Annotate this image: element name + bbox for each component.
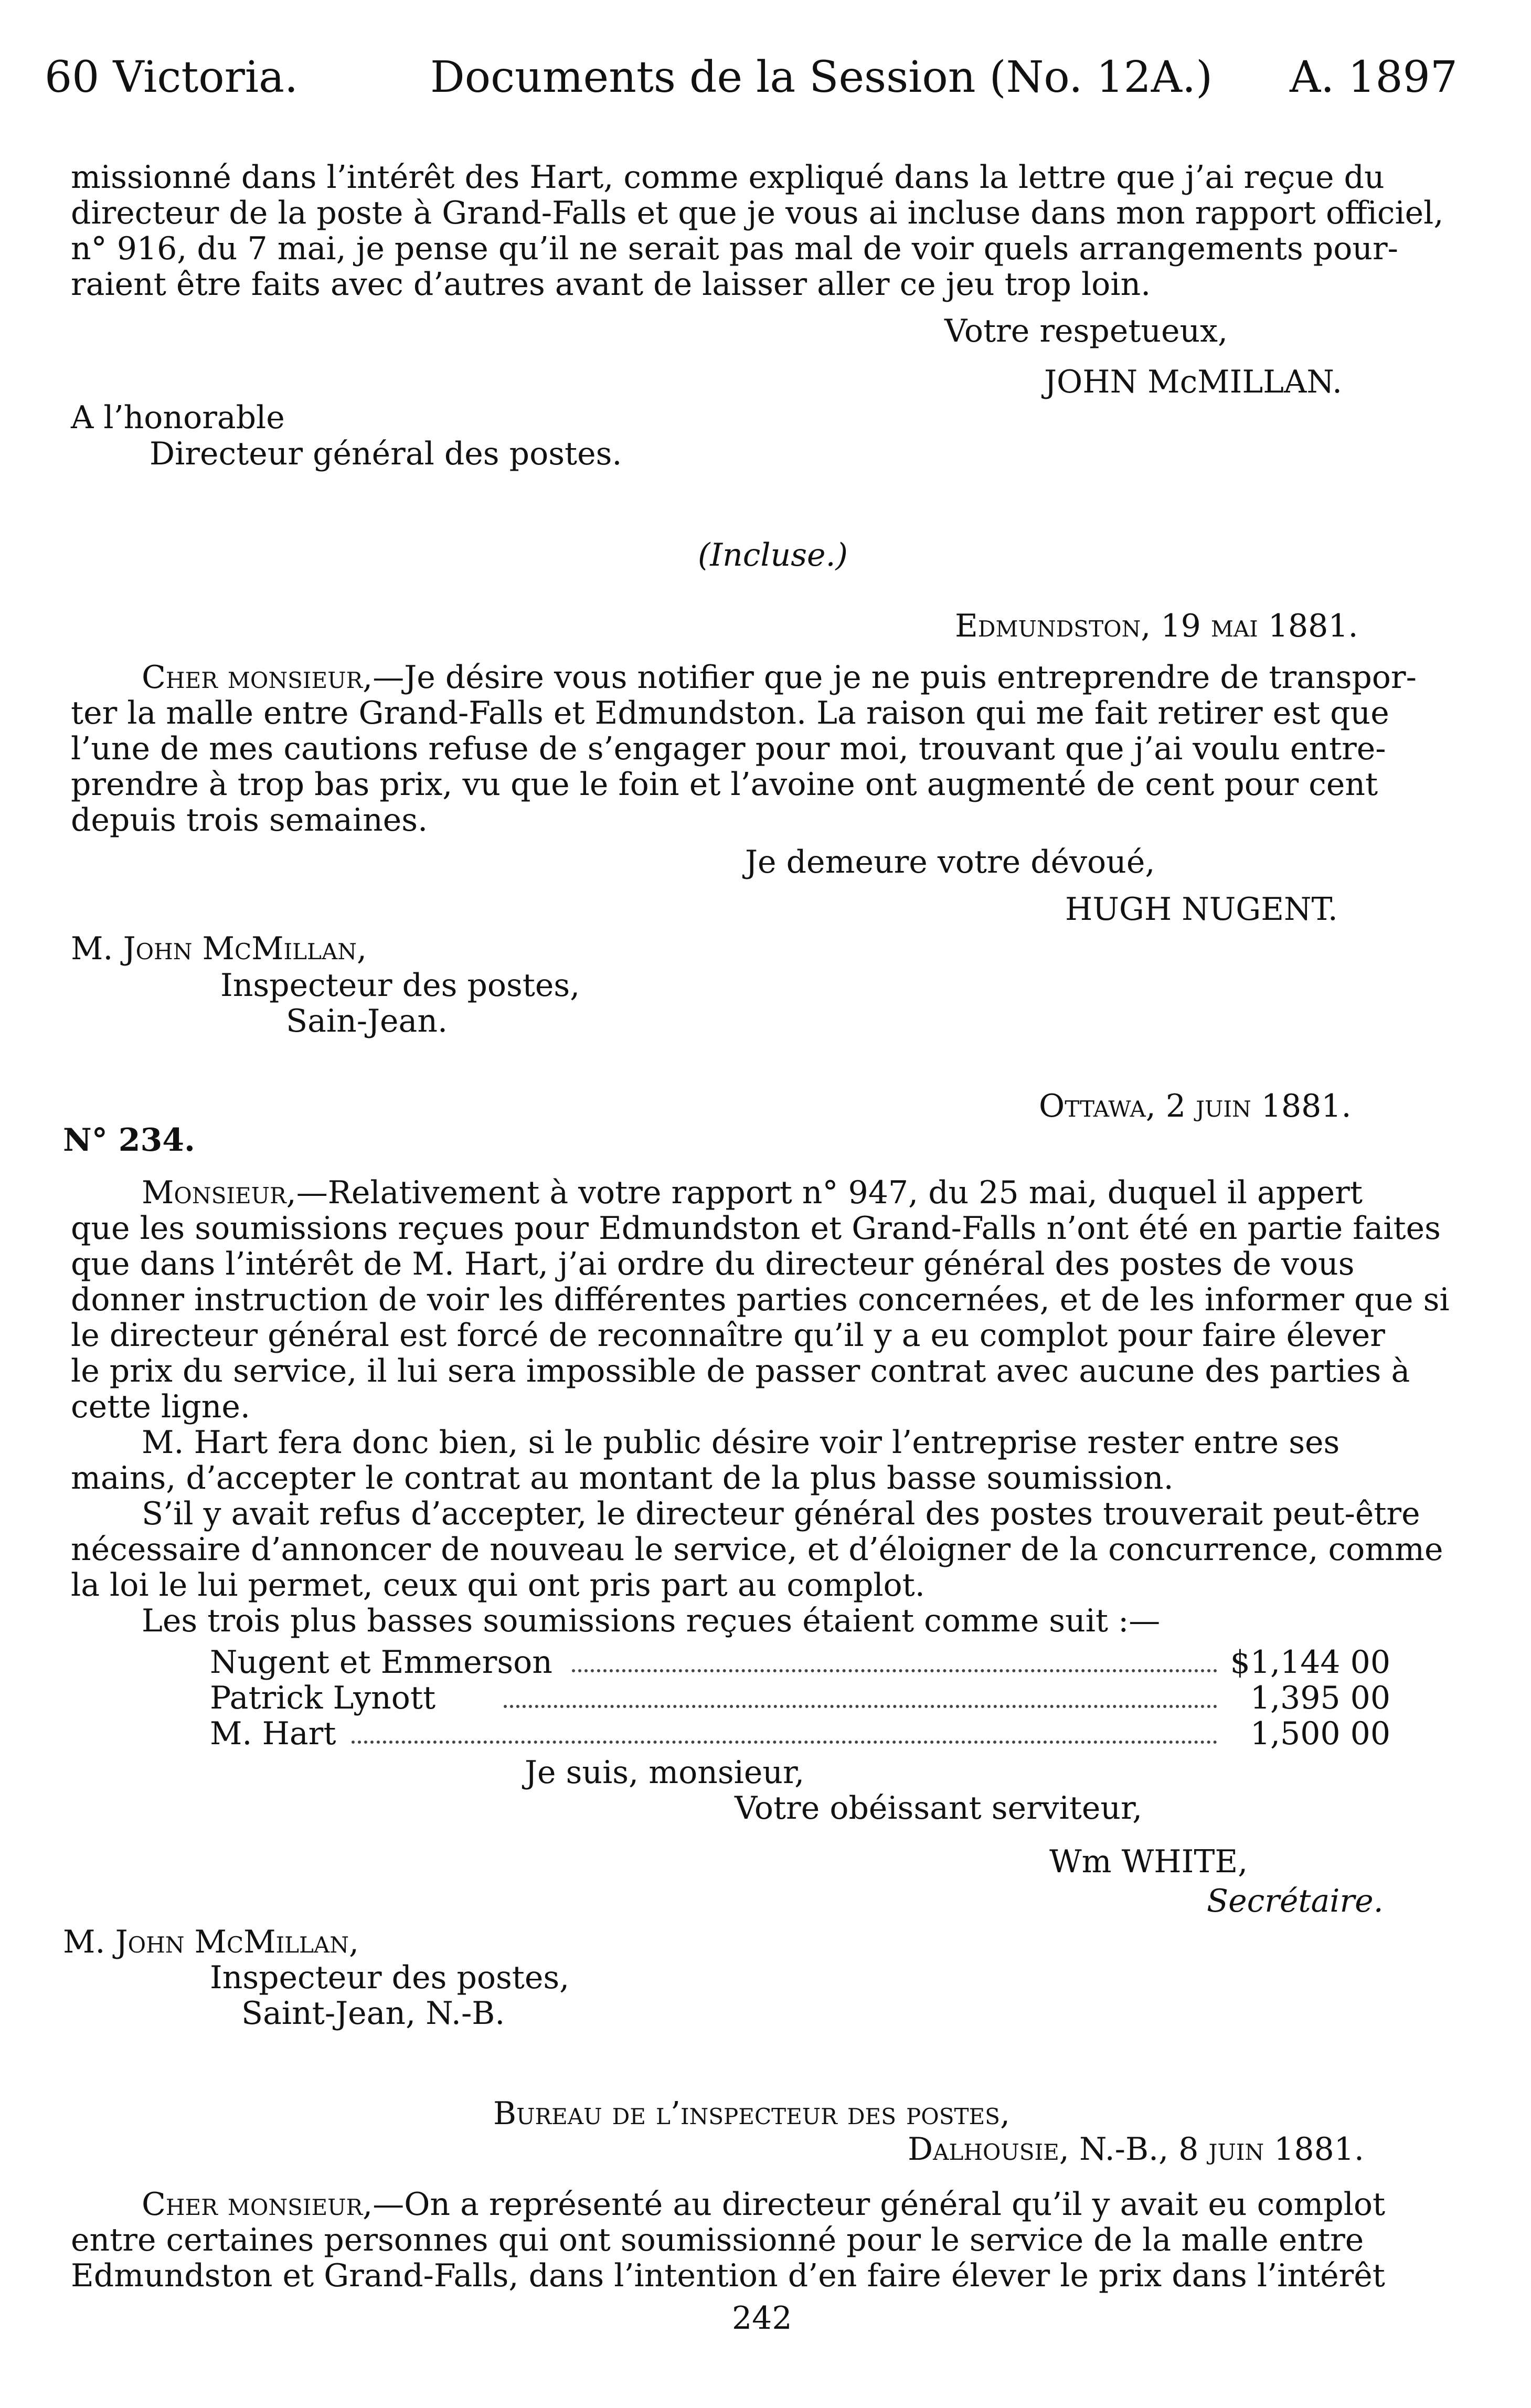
header-document-title: Documents de la Session (No. 12A.)	[430, 52, 1213, 102]
letter3-salutation: Cher monsieur,	[142, 2186, 373, 2223]
letter3-line-1-text: —On a représenté au directeur général qu’il y avait eu complot	[373, 2186, 1386, 2223]
letter2-signature-title: Secrétaire.	[1207, 1883, 1384, 1919]
letter2-para3-line-3: la loi le lui permet, ceux qui ont pris part au complot.	[71, 1567, 925, 1604]
letter2-para1-line-4: donner instruction de voir les différentes parties concernées, et de les informer que si	[71, 1281, 1450, 1318]
letter2-addressee-2: Inspecteur des postes,	[210, 1959, 570, 1996]
enclosure-line-5: depuis trois semaines.	[71, 802, 428, 839]
letter2-para2-line-2: mains, d’accepter le contrat au montant de la plus basse soumission.	[71, 1460, 1174, 1497]
tender-name: Patrick Lynott	[210, 1680, 436, 1716]
tender-name: M. Hart	[210, 1715, 336, 1752]
letter2-para1-line-7: cette ligne.	[71, 1388, 250, 1425]
enclosure-closing: Je demeure votre dévoué,	[745, 844, 1155, 881]
enclosure-line-4: prendre à trop bas prix, vu que le foin et l’avoine ont augmenté de cent pour cent	[71, 766, 1378, 803]
tender-amount: 1,395 00	[1250, 1680, 1390, 1716]
enclosure-line-2: ter la malle entre Grand-Falls et Edmundston. La raison qui me fait retirer est que	[71, 695, 1389, 731]
header-session-year: 60 Victoria.	[45, 52, 299, 102]
letter3-office: Bureau de l’inspecteur des postes,	[493, 2095, 1011, 2132]
letter2-number: N° 234.	[63, 1122, 195, 1159]
letter1-line-3: n° 916, du 7 mai, je pense qu’il ne serait pas mal de voir quels arrangements pour-	[71, 230, 1398, 267]
enclosure-salutation: Cher monsieur,	[142, 659, 373, 696]
letter1-addressee-2: Directeur général des postes.	[150, 436, 622, 472]
letter3-line-3: Edmundston et Grand-Falls, dans l’intention d’en faire élever le prix dans l’intérêt	[71, 2257, 1385, 2294]
letter2-place-date: Ottawa, 2 juin 1881.	[1039, 1088, 1352, 1125]
letter2-addressee-1: M. John McMillan,	[63, 1924, 359, 1960]
letter2-addressee-3: Saint-Jean, N.-B.	[241, 1995, 505, 2032]
enclosure-line-3: l’une de mes cautions refuse de s’engager pour moi, trouvant que j’ai voulu entre-	[71, 730, 1386, 767]
dot-leader	[572, 1669, 1217, 1672]
letter2-signature: Wm WHITE,	[1049, 1843, 1248, 1880]
letter1-line-4: raient être faits avec d’autres avant de laisser aller ce jeu trop loin.	[71, 266, 1151, 303]
letter2-closing-1: Je suis, monsieur,	[525, 1754, 805, 1791]
letter2-para1-line-2: que les soumissions reçues pour Edmundston et Grand-Falls n’ont été en partie faites	[71, 1210, 1441, 1247]
letter2-closing-2: Votre obéissant serviteur,	[735, 1790, 1143, 1827]
tender-row	[210, 1645, 1390, 1682]
page-number: 242	[732, 2300, 792, 2337]
letter2-para2-line-1: M. Hart fera donc bien, si le public désire voir l’entreprise rester entre ses	[142, 1424, 1340, 1461]
enclosure-addressee-2: Inspecteur des postes,	[220, 967, 580, 1004]
letter3-line-1	[71, 2187, 1461, 2222]
letter1-line-1: missionné dans l’intérêt des Hart, comme expliqué dans la lettre que j’ai reçue du	[71, 159, 1385, 196]
letter1-closing: Votre respetueux,	[944, 313, 1228, 349]
letter2-para1-line-3: que dans l’intérêt de M. Hart, j’ai ordre du directeur général des postes de vous	[71, 1246, 1355, 1282]
enclosure-line-1-text: —Je désire vous notifier que je ne puis entreprendre de transpor-	[373, 659, 1417, 696]
tender-row	[210, 1716, 1390, 1753]
tender-amount: $1,144 00	[1230, 1644, 1390, 1681]
letter2-salutation: Monsieur,	[142, 1174, 296, 1211]
letter2-para1-line-6: le prix du service, il lui sera impossible de passer contrat avec aucune des parties à	[71, 1353, 1410, 1389]
letter2-para1-line-1	[71, 1175, 1461, 1211]
dot-leader	[504, 1705, 1217, 1708]
tender-name: Nugent et Emmerson	[210, 1644, 552, 1681]
letter2-para3-line-2: nécessaire d’annoncer de nouveau le service, et d’éloigner de la concurrence, comme	[71, 1531, 1443, 1568]
tender-amount: 1,500 00	[1250, 1715, 1390, 1752]
letter1-line-2: directeur de la poste à Grand-Falls et que je vous ai incluse dans mon rapport officiel,	[71, 195, 1444, 231]
dot-leader	[352, 1741, 1217, 1744]
enclosure-signature: HUGH NUGENT.	[1065, 891, 1338, 928]
enclosure-heading: (Incluse.)	[698, 537, 848, 574]
letter2-para1-line-1-text: —Relativement à votre rapport n° 947, du 25 mai, duquel il appert	[296, 1174, 1363, 1211]
letter1-addressee-1: A l’honorable	[71, 399, 285, 436]
enclosure-addressee-3: Sain-Jean.	[286, 1003, 448, 1039]
letter2-tenders-intro: Les trois plus basses soumissions reçues étaient comme suit :—	[142, 1603, 1161, 1639]
letter2-para1-line-5: le directeur général est forcé de reconnaître qu’il y a eu complot pour faire élever	[71, 1317, 1385, 1354]
enclosure-place-date: Edmundston, 19 mai 1881.	[955, 608, 1358, 644]
letter3-line-2: entre certaines personnes qui ont soumissionné pour le service de la malle entre	[71, 2222, 1364, 2258]
enclosure-addressee-1: M. John McMillan,	[71, 930, 367, 967]
letter3-place-date: Dalhousie, N.-B., 8 juin 1881.	[908, 2131, 1364, 2168]
header-year: A. 1897	[1289, 52, 1458, 102]
letter2-para3-line-1: S’il y avait refus d’accepter, le directeur général des postes trouverait peut-être	[142, 1495, 1420, 1532]
letter1-signature: JOHN McMILLAN.	[1044, 364, 1343, 400]
enclosure-line-1	[71, 660, 1461, 695]
tender-row	[210, 1681, 1390, 1717]
